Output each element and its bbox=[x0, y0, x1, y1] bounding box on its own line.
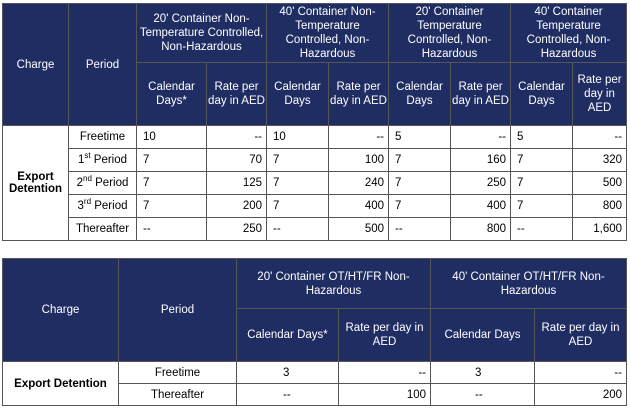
period-label: Thereafter bbox=[75, 223, 130, 235]
period-number: 2 bbox=[76, 177, 84, 189]
charge-label: Export Detention bbox=[3, 126, 69, 241]
charge-label: Export Detention bbox=[3, 362, 119, 406]
header-calendar-days: Calendar Days* bbox=[237, 309, 339, 362]
value-cell: -- bbox=[451, 126, 511, 149]
value-cell: 7 bbox=[267, 149, 329, 172]
value-cell: 10 bbox=[137, 126, 207, 149]
header-rate-per-day: Rate per day in AED bbox=[573, 63, 627, 126]
table-row bbox=[3, 172, 627, 195]
period-cell bbox=[69, 218, 137, 241]
header-group-40-ot-ht-fr: 40' Container OT/HT/FR Non-Hazardous bbox=[431, 259, 627, 309]
value-cell: 7 bbox=[511, 172, 573, 195]
value-cell: 3 bbox=[431, 362, 535, 384]
value-cell: -- bbox=[389, 218, 451, 241]
value-cell: 500 bbox=[573, 172, 627, 195]
header-rate-per-day: Rate per day in AED bbox=[535, 309, 627, 362]
period-cell bbox=[69, 126, 137, 149]
header-charge: Charge bbox=[3, 4, 69, 126]
value-cell: 70 bbox=[207, 149, 267, 172]
period-cell bbox=[69, 195, 137, 218]
value-cell: 200 bbox=[207, 195, 267, 218]
value-cell: -- bbox=[267, 218, 329, 241]
value-cell: -- bbox=[431, 384, 535, 406]
header-calendar-days: Calendar Days bbox=[267, 63, 329, 126]
value-cell: 5 bbox=[389, 126, 451, 149]
table-row bbox=[3, 195, 627, 218]
value-cell: 7 bbox=[137, 195, 207, 218]
value-cell: 800 bbox=[573, 195, 627, 218]
value-cell: 240 bbox=[329, 172, 389, 195]
header-calendar-days: Calendar Days* bbox=[137, 63, 207, 126]
period-cell bbox=[69, 172, 137, 195]
value-cell: 100 bbox=[339, 384, 431, 406]
value-cell: -- bbox=[511, 218, 573, 241]
period-ordinal: nd bbox=[83, 174, 92, 184]
value-cell: 7 bbox=[389, 172, 451, 195]
header-calendar-days: Calendar Days bbox=[389, 63, 451, 126]
period-number: 3 bbox=[77, 200, 84, 212]
value-cell: -- bbox=[137, 218, 207, 241]
header-period: Period bbox=[119, 259, 237, 362]
value-cell: 10 bbox=[267, 126, 329, 149]
table-row bbox=[3, 126, 627, 149]
value-cell: 7 bbox=[267, 172, 329, 195]
period-ordinal: st bbox=[84, 151, 91, 161]
value-cell: 200 bbox=[535, 384, 627, 406]
period-cell: Freetime bbox=[119, 362, 237, 384]
value-cell: -- bbox=[535, 362, 627, 384]
period-cell: Thereafter bbox=[119, 384, 237, 406]
value-cell: 7 bbox=[511, 149, 573, 172]
value-cell: 7 bbox=[267, 195, 329, 218]
detention-table-standard bbox=[2, 3, 627, 241]
period-number: 1 bbox=[77, 154, 85, 166]
header-group-40-temp: 40' Container Temperature Controlled, Non-Hazardous bbox=[511, 4, 627, 63]
table-row bbox=[3, 218, 627, 241]
value-cell: 320 bbox=[573, 149, 627, 172]
detention-table-special bbox=[2, 258, 627, 406]
header-group-20-ot-ht-fr: 20' Container OT/HT/FR Non-Hazardous bbox=[237, 259, 431, 309]
value-cell: 3 bbox=[237, 362, 339, 384]
value-cell: -- bbox=[339, 362, 431, 384]
header-group-20-non-temp: 20' Container Non-Temperature Controlled, Non-Hazardous bbox=[137, 4, 267, 63]
table-row bbox=[3, 362, 627, 384]
value-cell: 160 bbox=[451, 149, 511, 172]
period-cell bbox=[69, 149, 137, 172]
value-cell: 800 bbox=[451, 218, 511, 241]
period-ordinal: rd bbox=[83, 197, 92, 207]
value-cell: 1,600 bbox=[573, 218, 627, 241]
period-suffix: Period bbox=[91, 177, 129, 189]
header-calendar-days: Calendar Days bbox=[431, 309, 535, 362]
table-row bbox=[3, 149, 627, 172]
value-cell: 7 bbox=[137, 149, 207, 172]
period-suffix: Period bbox=[90, 154, 128, 166]
value-cell: 400 bbox=[329, 195, 389, 218]
header-rate-per-day: Rate per day in AED bbox=[329, 63, 389, 126]
value-cell: -- bbox=[237, 384, 339, 406]
header-rate-per-day: Rate per day in AED bbox=[339, 309, 431, 362]
header-rate-per-day: Rate per day in AED bbox=[451, 63, 511, 126]
value-cell: 7 bbox=[511, 195, 573, 218]
value-cell: -- bbox=[329, 126, 389, 149]
header-rate-per-day: Rate per day in AED bbox=[207, 63, 267, 126]
header-period: Period bbox=[69, 4, 137, 126]
value-cell: 400 bbox=[451, 195, 511, 218]
value-cell: 7 bbox=[389, 149, 451, 172]
header-group-20-temp: 20' Container Temperature Controlled, Non-Hazardous bbox=[389, 4, 511, 63]
value-cell: 250 bbox=[207, 218, 267, 241]
header-calendar-days: Calendar Days bbox=[511, 63, 573, 126]
period-suffix: Period bbox=[91, 200, 128, 212]
value-cell: -- bbox=[207, 126, 267, 149]
value-cell: 500 bbox=[329, 218, 389, 241]
value-cell: -- bbox=[573, 126, 627, 149]
value-cell: 7 bbox=[389, 195, 451, 218]
value-cell: 5 bbox=[511, 126, 573, 149]
value-cell: 100 bbox=[329, 149, 389, 172]
value-cell: 125 bbox=[207, 172, 267, 195]
header-charge: Charge bbox=[3, 259, 119, 362]
value-cell: 250 bbox=[451, 172, 511, 195]
value-cell: 7 bbox=[137, 172, 207, 195]
period-label: Freetime bbox=[79, 131, 126, 143]
header-group-40-non-temp: 40' Container Non-Temperature Controlled, Non-Hazardous bbox=[267, 4, 389, 63]
